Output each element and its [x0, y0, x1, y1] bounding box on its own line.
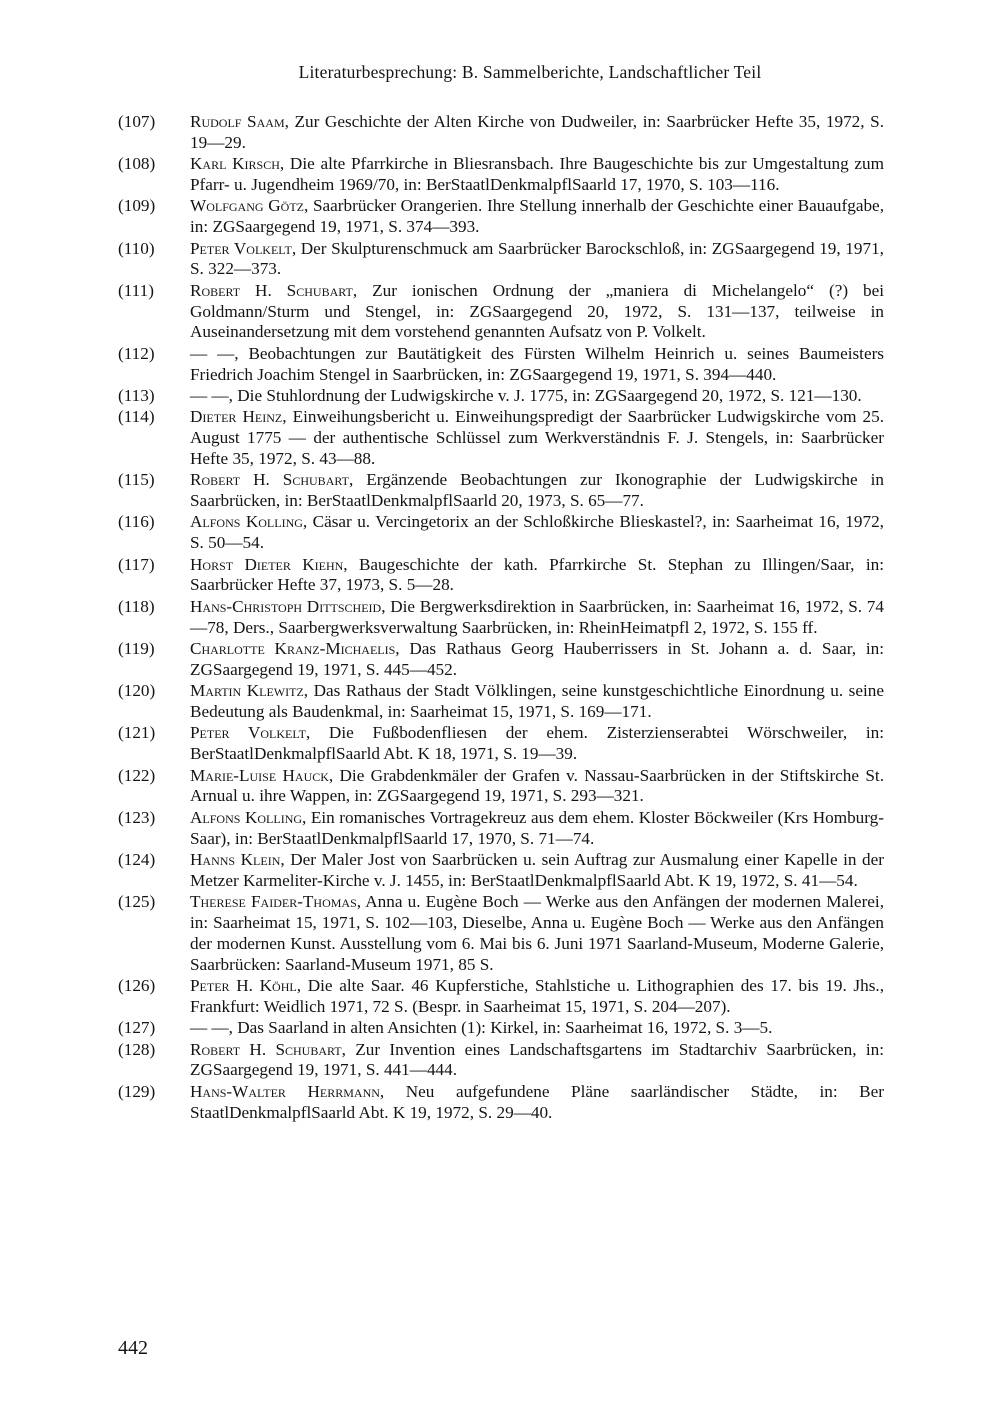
- bibliography-entry: [118, 470, 884, 512]
- entry-text: , Das Rathaus der Stadt Völklingen, seine kunstgeschichtliche Einordnung u. seine Bedeutung als Baudenkmal, in: Saarheimat 15, 1971, S. 169—171.: [190, 681, 884, 722]
- bibliography-entry: [118, 154, 884, 196]
- entry-text: , Ergänzende Beobachtungen zur Ikonographie der Ludwigskirche in Saarbrücken, in: BerStaatlDenkmalpflSaarld 20, 1973, S. 65—77.: [190, 470, 884, 511]
- entry-number: (122): [118, 765, 156, 785]
- entry-author: Robert H. Schubart: [190, 470, 349, 490]
- entry-text: , Cäsar u. Vercingetorix an der Schloßkirche Blieskastel?, in: Saarheimat 16, 1972, S. 50—54.: [190, 512, 884, 553]
- entry-author: Alfons Kolling: [190, 512, 303, 532]
- entry-number: (114): [118, 407, 155, 427]
- entry-author: Peter H. Köhl: [190, 975, 297, 995]
- entry-author: Dieter Heinz: [190, 407, 283, 427]
- entry-text: , Anna u. Eugène Boch — Werke aus den Anfängen der modernen Malerei, in: Saarheimat 15, 1971, S. 102—103, Dieselbe, Anna u. Eugène Boch — Werke aus den Anfängen der modernen Kunst. Ausstellung vom 6. Mai bis 6. Juni 1971 Saarland-Museum, Moderne Galerie, Saarbrücken: Saarland-Museum 1971, 85 S.: [190, 892, 884, 974]
- bibliography-entry: [118, 1018, 884, 1039]
- entry-text: , Ein romanisches Vortragekreuz aus dem ehem. Kloster Böckweiler (Krs Homburg-Saar), in: BerStaatlDenkmalpflSaarld 17, 1970, S. 71—74.: [190, 807, 884, 848]
- entry-number: (120): [118, 681, 156, 701]
- entry-text: , Die alte Pfarrkirche in Bliesransbach. Ihre Baugeschichte bis zur Umgestaltung zum Pfarr- u. Jugendheim 1969/70, in: BerStaatlDenkmalpflSaarld 17, 1970, S. 103—116.: [190, 154, 884, 194]
- entry-author: Hanns Klein: [190, 849, 281, 869]
- entry-number: (108): [118, 154, 156, 174]
- entry-number: (115): [118, 470, 155, 490]
- entry-author: Therese Faider-Thomas: [190, 892, 357, 912]
- entry-number: (112): [118, 343, 155, 363]
- running-header-text: Literaturbesprechung: B. Sammelberichte, Landschaftlicher Teil: [298, 62, 762, 82]
- bibliography-entry: [118, 196, 884, 238]
- entry-author: Robert H. Schubart: [190, 1039, 342, 1059]
- bibliography-entry: [118, 681, 884, 723]
- bibliography-entry: [118, 850, 884, 892]
- entry-text: , Zur Geschichte der Alten Kirche von Dudweiler, in: Saarbrücker Hefte 35, 1972, S. 19—29.: [190, 112, 884, 152]
- entry-text: , Das Rathaus Georg Hauberrissers in St. Johann a. d. Saar, in: ZGSaargegend 19, 1971, S. 445—452.: [190, 639, 884, 679]
- bibliography-entry: [118, 892, 884, 975]
- entry-author: Marie-Luise Hauck: [190, 765, 329, 785]
- bibliography-entry: [118, 639, 884, 681]
- bibliography-entry: [118, 766, 884, 808]
- bibliography-entry: [118, 112, 884, 154]
- entry-text: — —, Das Saarland in alten Ansichten (1): Kirkel, in: Saarheimat 16, 1972, S. 3—5.: [190, 1018, 773, 1038]
- bibliography-entry: [118, 1082, 884, 1124]
- bibliography-entry: [118, 555, 884, 597]
- bibliography-entry: [118, 1040, 884, 1082]
- entry-number: (118): [118, 596, 155, 616]
- entry-author: Charlotte Kranz-Michaelis: [190, 639, 396, 659]
- entry-author: Hans-Walter Herrmann: [190, 1081, 380, 1101]
- entry-text: , Die Grabdenkmäler der Grafen v. Nassau-Saarbrücken in der Stiftskirche St. Arnual u. ihre Wappen, in: ZGSaargegend 19, 1971, S. 293—321.: [190, 765, 884, 806]
- entry-text: , Die Fußbodenfliesen der ehem. Zisterzienserabtei Wörschweiler, in: BerStaatlDenkmalpflSaarld Abt. K 18, 1971, S. 19—39.: [190, 723, 884, 764]
- entry-text: , Die Bergwerksdirektion in Saarbrücken, in: Saarheimat 16, 1972, S. 74—78, Ders., Saarbergwerksverwaltung Saarbrücken, in: RheinHeimatpfl 2, 1972, S. 155 ff.: [190, 596, 884, 637]
- page-number: 442: [118, 1337, 148, 1359]
- entry-text: , Die alte Saar. 46 Kupferstiche, Stahlstiche u. Lithographien des 17. bis 19. Jhs., Frankfurt: Weidlich 1971, 72 S. (Bespr. in Saarheimat 15, 1971, S. 204—207).: [190, 975, 884, 1016]
- entry-author: Wolfgang Götz: [190, 196, 304, 216]
- bibliography-entry: [118, 281, 884, 343]
- entry-number: (111): [118, 280, 154, 300]
- entry-text: , Baugeschichte der kath. Pfarrkirche St. Stephan zu Illingen/Saar, in: Saarbrücker Hefte 37, 1973, S. 5—28.: [190, 554, 884, 595]
- entry-text: , Der Skulpturenschmuck am Saarbrücker Barockschloß, in: ZGSaargegend 19, 1971, S. 322—373.: [190, 238, 884, 279]
- entry-number: (125): [118, 892, 156, 912]
- entry-author: Hans-Christoph Dittscheid: [190, 596, 382, 616]
- entry-number: (113): [118, 385, 155, 405]
- bibliography-entry: [118, 386, 884, 407]
- entry-number: (126): [118, 975, 156, 995]
- bibliography-entry: [118, 512, 884, 554]
- entry-author: Horst Dieter Kiehn: [190, 554, 344, 574]
- entry-text: , Zur Invention eines Landschaftsgartens im Stadtarchiv Saarbrücken, in: ZGSaargegend 19, 1971, S. 441—444.: [190, 1039, 884, 1080]
- entry-number: (129): [118, 1081, 156, 1101]
- entry-author: Alfons Kolling: [190, 807, 303, 827]
- entry-number: (109): [118, 196, 156, 216]
- running-header: [0, 62, 1000, 83]
- bibliography-entry: [118, 723, 884, 765]
- entry-author: Karl Kirsch: [190, 154, 280, 174]
- entry-text: , Zur ionischen Ordnung der „maniera di Michelangelo“ (?) bei Goldmann/Sturm und Stengel, in: ZGSaargegend 20, 1972, S. 131—137, teilweise in Auseinandersetzung mit dem vorstehend genannten Aufsatz von P. Volkelt.: [190, 280, 884, 342]
- entry-text: — —, Die Stuhlordnung der Ludwigskirche v. J. 1775, in: ZGSaargegend 20, 1972, S. 121—130.: [190, 385, 862, 405]
- entry-text: , Neu aufgefundene Pläne saarländischer Städte, in: Ber StaatlDenkmalpflSaarld Abt. K 19, 1972, S. 29—40.: [190, 1081, 884, 1122]
- bibliography-entry: [118, 344, 884, 386]
- entry-text: , Der Maler Jost von Saarbrücken u. sein Auftrag zur Ausmalung einer Kapelle in der Metzer Karmeliter-Kirche v. J. 1455, in: BerStaatlDenkmalpflSaarld Abt. K 19, 1972, S. 41—54.: [190, 849, 884, 890]
- entry-text: , Saarbrücker Orangerien. Ihre Stellung innerhalb der Geschichte einer Bauaufgabe, in: ZGSaargegend 19, 1971, S. 374—393.: [190, 196, 884, 237]
- entry-author: Peter Volkelt: [190, 723, 306, 743]
- entry-number: (110): [118, 238, 155, 258]
- entry-text: , Einweihungsbericht u. Einweihungspredigt der Saarbrücker Ludwigskirche vom 25. August 1775 — der authentische Schlüssel zum Werkverständnis F. J. Stengels, in: Saarbrücker Hefte 35, 1972, S. 43—88.: [190, 407, 884, 468]
- bibliography-entry: [118, 597, 884, 639]
- entry-author: Martin Klewitz: [190, 681, 304, 701]
- bibliography-entry: [118, 239, 884, 281]
- entry-author: Robert H. Schubart: [190, 280, 353, 300]
- bibliography-list: [118, 112, 884, 1124]
- bibliography-entry: [118, 407, 884, 469]
- entry-number: (117): [118, 554, 155, 574]
- entry-number: (116): [118, 512, 155, 532]
- bibliography-entry: [118, 976, 884, 1018]
- entry-number: (121): [118, 723, 156, 743]
- entry-number: (124): [118, 849, 156, 869]
- entry-number: (128): [118, 1039, 156, 1059]
- entry-text: — —, Beobachtungen zur Bautätigkeit des Fürsten Wilhelm Heinrich u. seines Baumeisters Friedrich Joachim Stengel in Saarbrücken, in: ZGSaargegend 19, 1971, S. 394—440.: [190, 343, 884, 384]
- entry-author: Rudolf Saam: [190, 112, 285, 131]
- entry-number: (107): [118, 112, 156, 131]
- entry-number: (119): [118, 639, 155, 659]
- entry-number: (123): [118, 807, 156, 827]
- bibliography-entry: [118, 808, 884, 850]
- entry-number: (127): [118, 1018, 156, 1038]
- entry-author: Peter Volkelt: [190, 238, 292, 258]
